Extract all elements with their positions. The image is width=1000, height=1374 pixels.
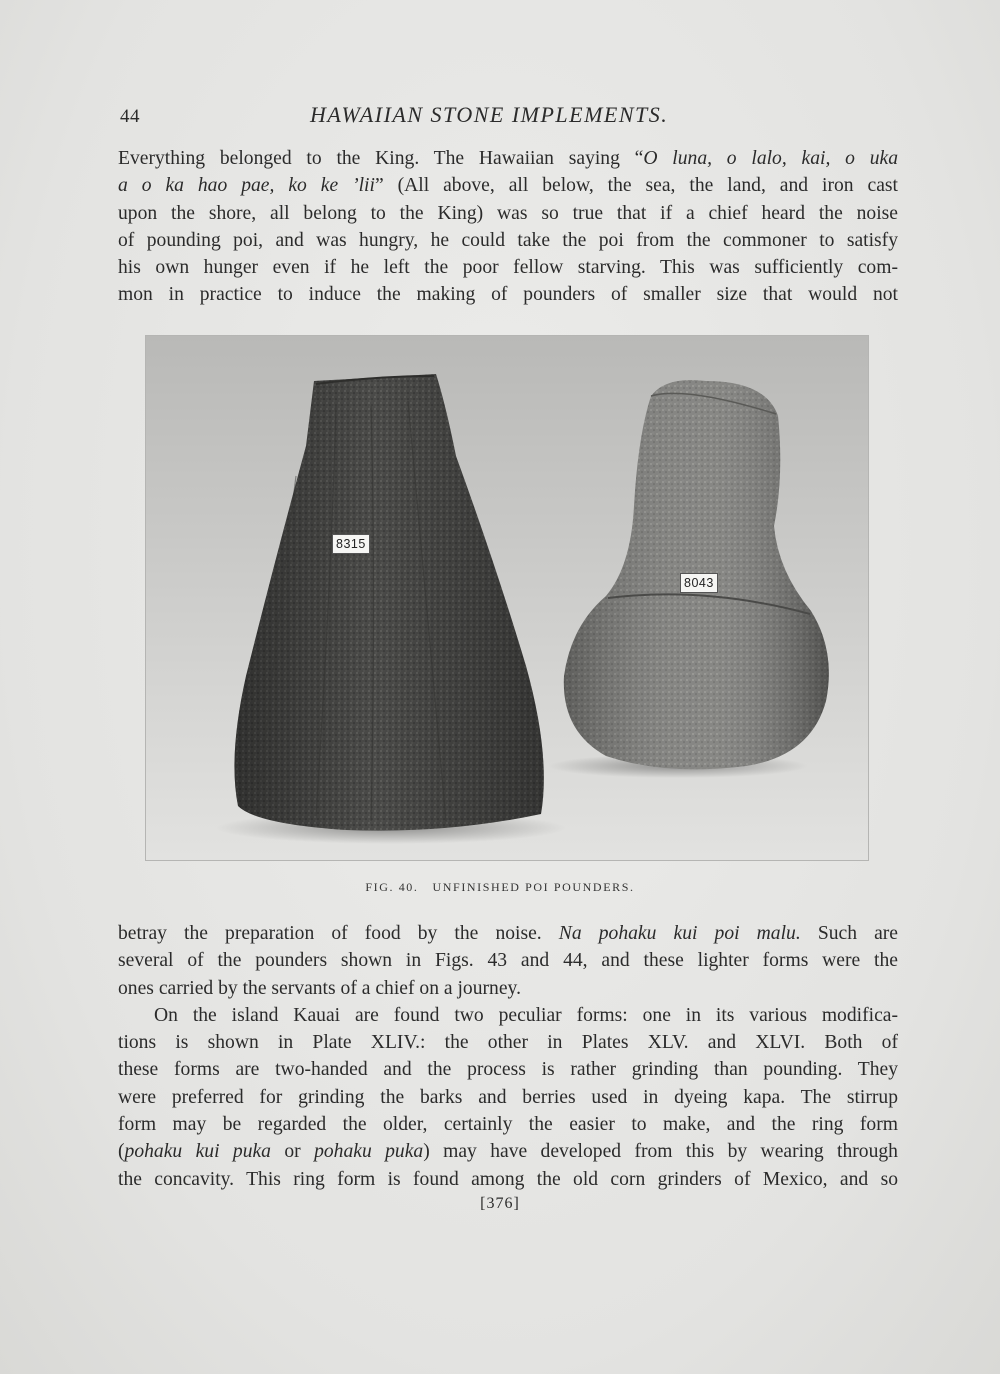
page-header: [120, 100, 900, 134]
text-line: of pounding poi, and was hungry, he could take the poi from the commoner to satisfy: [118, 229, 898, 251]
text-line: the concavity. This ring form is found among the old corn grinders of Mexico, and so: [118, 1168, 898, 1190]
figure-caption-text: UNFINISHED POI POUNDERS.: [432, 880, 635, 894]
footer-page-number: [376]: [480, 1195, 520, 1212]
text-line: his own hunger even if he left the poor fellow starving. This was sufficiently com-: [118, 257, 898, 279]
poi-pounders-illustration: [146, 336, 868, 860]
text-line: mon in practice to induce the making of pounders of smaller size that would not: [118, 284, 898, 306]
text-line: several of the pounders shown in Figs. 43 and 44, and these lighter forms were the: [118, 950, 898, 972]
running-title: HAWAIIAN STONE IMPLEMENTS.: [310, 102, 669, 127]
text-line: a o ka hao pae, ko ke ’lii” (All above, all below, the sea, the land, and iron cast: [118, 175, 898, 197]
catalog-tag-left: 8315: [332, 534, 370, 554]
figure-photo-poi-pounders: [146, 336, 868, 860]
text-line: (pohaku kui puka or pohaku puka) may have developed from this by wearing through: [118, 1141, 898, 1163]
text-line: these forms are two-handed and the process is rather grinding than pounding. They: [118, 1059, 898, 1081]
bottom-text: [118, 920, 898, 1193]
text-line: were preferred for grinding the barks and berries used in dyeing kapa. The stirrup: [118, 1086, 898, 1108]
pounder-left: [234, 374, 543, 831]
text-line: On the island Kauai are found two peculiar forms: one in its various modifica-: [154, 1004, 898, 1026]
catalog-tag-right: 8043: [680, 573, 718, 593]
top-paragraph: [118, 145, 898, 309]
text-line: form may be regarded the older, certainly the easier to make, and the ring form: [118, 1114, 898, 1136]
text-line: ones carried by the servants of a chief on a journey.: [118, 977, 521, 999]
text-line: Everything belonged to the King. The Hawaiian saying “O luna, o lalo, kai, o uka: [118, 148, 898, 169]
page-number: 44: [120, 106, 140, 127]
figure-number: FIG. 40.: [365, 880, 419, 894]
text-line: upon the shore, all belong to the King) was so true that if a chief heard the noise: [118, 202, 898, 224]
figure-caption: [0, 880, 1000, 895]
text-line: betray the preparation of food by the noise. Na pohaku kui poi malu. Such are: [118, 923, 898, 944]
text-line: tions is shown in Plate XLIV.: the other in Plates XLV. and XLVI. Both of: [118, 1032, 898, 1054]
